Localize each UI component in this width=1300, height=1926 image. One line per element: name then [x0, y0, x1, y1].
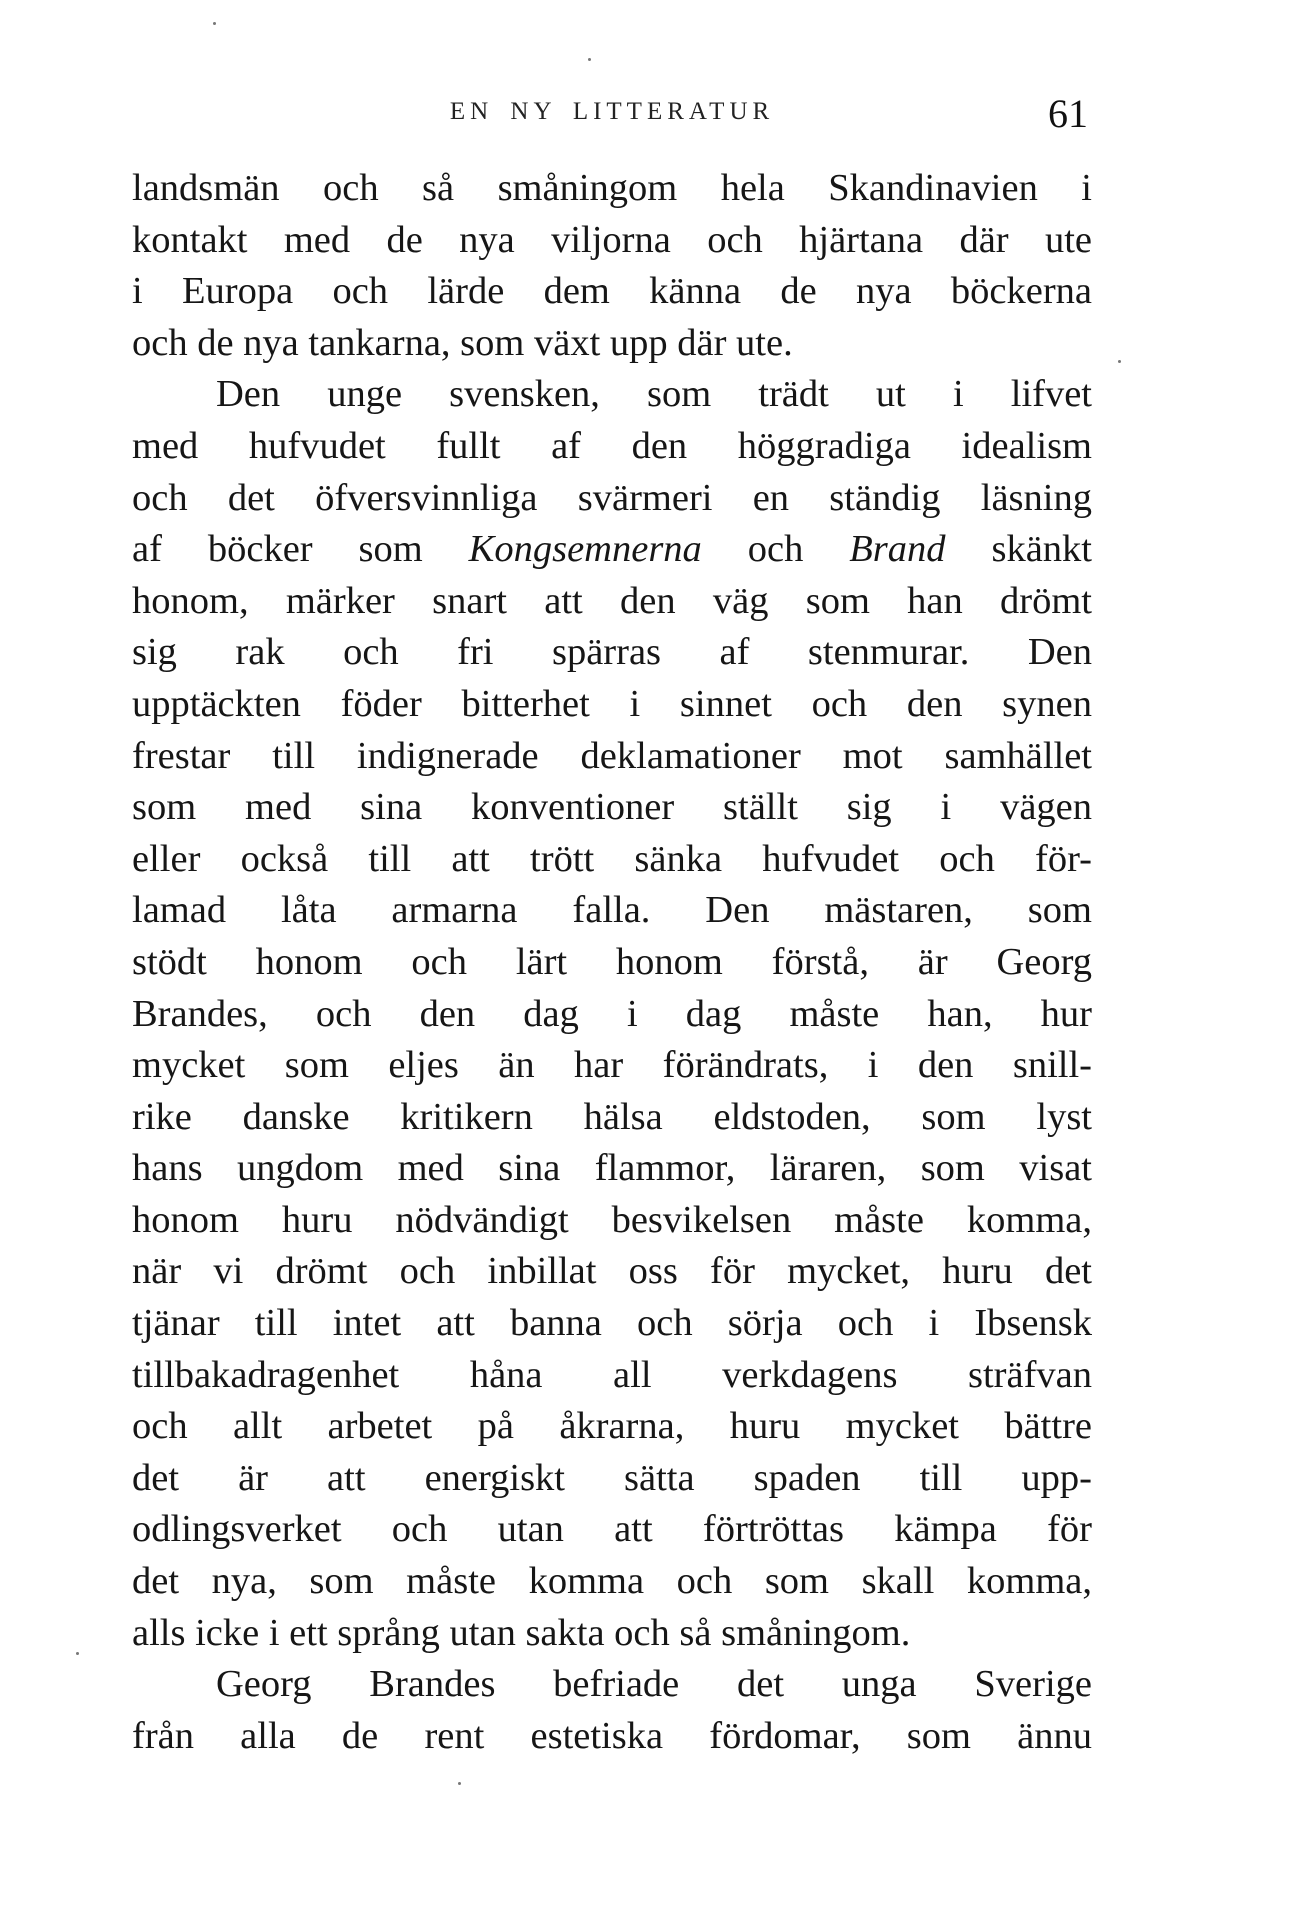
text-line: lamad låta armarna falla. Den mästaren, som [132, 889, 1092, 932]
title-kongsemnerna: Kongsemnerna [468, 528, 702, 571]
text-line: eller också till att trött sänka hufvudet och för- [132, 837, 1092, 880]
print-speck [458, 1782, 461, 1785]
text-line: rike danske kritikern hälsa eldstoden, som lyst [132, 1095, 1092, 1138]
text-line: som med sina konventioner ställt sig i vägen [132, 786, 1092, 829]
text-line: stödt honom och lärt honom förstå, är Georg [132, 940, 1092, 983]
text-line: alls icke i ett språng utan sakta och så småningom. [132, 1611, 911, 1654]
running-title: EN NY LITTERATUR [449, 98, 775, 125]
text-line: med hufvudet fullt af den höggradiga idealism [132, 424, 1092, 467]
text-line: och allt arbetet på åkrarna, huru mycket bättre [132, 1405, 1092, 1448]
print-speck [213, 22, 216, 25]
text-line: hans ungdom med sina flammor, läraren, som visat [132, 1147, 1092, 1190]
text-line: tillbakadragenhet håna all verkdagens sträfvan [132, 1353, 1092, 1396]
text-line: honom huru nödvändigt besvikelsen måste komma, [132, 1198, 1092, 1241]
text-line: det nya, som måste komma och som skall komma, [132, 1560, 1092, 1603]
text-line: i Europa och lärde dem känna de nya böckerna [132, 270, 1092, 313]
title-brand: Brand [849, 528, 946, 571]
text-line: kontakt med de nya viljorna och hjärtana där ute [132, 218, 1092, 261]
paragraph-start-line: Georg Brandes befriade det unga Sverige [216, 1663, 1092, 1706]
text-segment: och [701, 528, 850, 571]
text-segment: af böcker som [132, 528, 469, 571]
paragraph-start-line: Den unge svensken, som trädt ut i lifvet [216, 373, 1092, 416]
print-speck [76, 1652, 79, 1655]
text-line: och de nya tankarna, som växt upp där ute. [132, 321, 793, 364]
text-line: landsmän och så småningom hela Skandinavien i [132, 167, 1092, 209]
body-text [132, 163, 1092, 1762]
text-line: mycket som eljes än har förändrats, i den snill- [132, 1044, 1092, 1087]
print-speck [1118, 360, 1121, 363]
text-line: från alla de rent estetiska fördomar, som ännu [132, 1714, 1092, 1757]
text-line: sig rak och fri spärras af stenmurar. Den [132, 631, 1092, 674]
text-line: odlingsverket och utan att förtröttas kämpa för [132, 1508, 1092, 1551]
text-line: Brandes, och den dag i dag måste han, hur [132, 992, 1092, 1035]
print-speck [588, 58, 591, 61]
text-line: det är att energiskt sätta spaden till upp- [132, 1456, 1092, 1499]
text-segment: skänkt [945, 528, 1092, 571]
text-line: upptäckten föder bitterhet i sinnet och den synen [132, 682, 1092, 725]
running-head [132, 91, 1092, 136]
text-line: när vi drömt och inbillat oss för mycket, huru det [132, 1250, 1092, 1293]
text-line-with-titles [132, 524, 1092, 576]
text-line: frestar till indignerade deklamationer mot samhället [132, 734, 1092, 777]
page-number: 61 [1048, 91, 1088, 136]
text-line: och det öfversvinnliga svärmeri en ständig läsning [132, 476, 1092, 519]
text-line: honom, märker snart att den väg som han drömt [132, 579, 1092, 622]
text-line: tjänar till intet att banna och sörja och i Ibsensk [132, 1302, 1092, 1345]
